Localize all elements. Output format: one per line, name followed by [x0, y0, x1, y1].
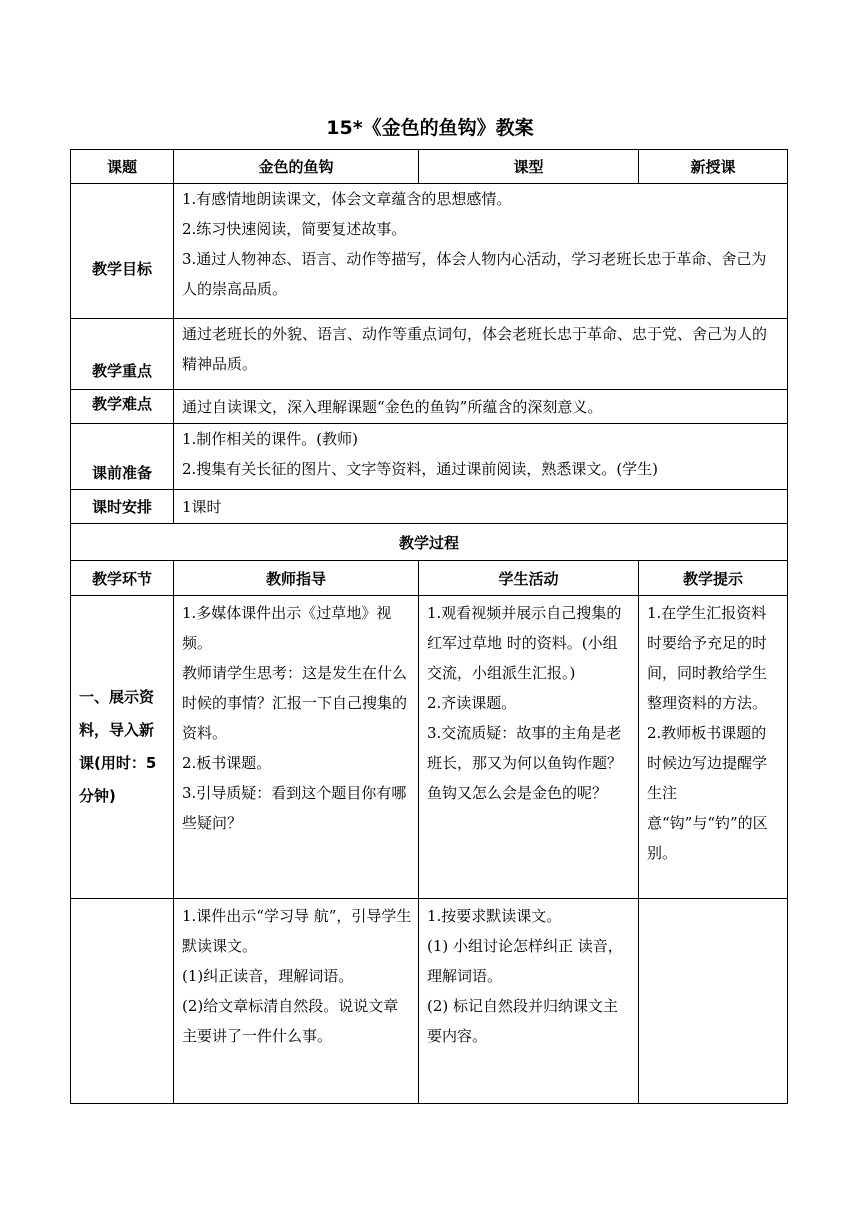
- page-title: 15*《金色的鱼钩》教案: [326, 117, 534, 139]
- teacher-step: 3.引导质疑：看到这个题目你有哪些疑问？: [182, 784, 407, 832]
- student-step: (1) 小组讨论怎样纠正 读音，理解词语。: [427, 937, 623, 985]
- column-header: 教学环节: [71, 561, 174, 596]
- header-row: [71, 150, 788, 184]
- column-header: 教师指导: [174, 561, 419, 596]
- teacher-step: 1.课件出示“学习导 航”，引导学生默读课文。: [182, 907, 412, 955]
- schedule-label: 课时安排: [71, 490, 174, 524]
- type-label: 课型: [419, 150, 639, 184]
- difficulties-row: [71, 390, 788, 424]
- student-activity-cell: [419, 596, 639, 899]
- goal-item: 3.通过人物神态、语言、动作等描写，体会人物内心活动，学习老班长忠于革命、舍己为人的崇高品质。: [182, 250, 767, 298]
- goals-content: [174, 184, 788, 319]
- topic-label: 课题: [71, 150, 174, 184]
- teacher-step: 2.板书课题。: [182, 754, 272, 772]
- goal-item: 2.练习快速阅读，简要复述故事。: [182, 220, 407, 238]
- key-points-label: 教学重点: [71, 319, 174, 390]
- column-header: 教学提示: [639, 561, 788, 596]
- teaching-tips-cell: [639, 899, 788, 1104]
- preparation-item: 2.搜集有关长征的图片、文字等资料，通过课前阅读，熟悉课文。(学生): [182, 460, 659, 478]
- process-title-row: [71, 524, 788, 561]
- preparation-content: [174, 424, 788, 490]
- stage-cell: [71, 899, 174, 1104]
- key-points-text: 通过老班长的外貌、语言、动作等重点词句，体会老班长忠于革命、忠于党、舍己为人的精神品质。: [174, 319, 788, 390]
- preparation-item: 1.制作相关的课件。(教师): [182, 430, 359, 448]
- teacher-step: 教师请学生思考：这是发生在什么时候的事情？汇报一下自己搜集的资料。: [182, 664, 408, 742]
- teacher-step: 1.多媒体课件出示《过草地》视频。: [182, 604, 392, 652]
- student-step: 2.齐读课题。: [427, 694, 517, 712]
- tip-item: 2.教师板书课题的时候边写边提醒学生注意“钩”与“钓”的区别。: [647, 724, 768, 862]
- type-value: 新授课: [639, 150, 788, 184]
- student-step: 1.观看视频并展示自己搜集的红军过草地 时的资料。(小组交流，小组派生汇报。): [427, 604, 622, 682]
- key-points-row: [71, 319, 788, 390]
- student-activity-cell: [419, 899, 639, 1104]
- teacher-guidance-cell: [174, 899, 419, 1104]
- column-header: 学生活动: [419, 561, 639, 596]
- difficulties-label: 教学难点: [71, 390, 174, 424]
- schedule-row: [71, 490, 788, 524]
- goal-item: 1.有感情地朗读课文，体会文章蕴含的思想感情。: [182, 190, 512, 208]
- teaching-tips-cell: [639, 596, 788, 899]
- teacher-guidance-cell: [174, 596, 419, 899]
- goals-row: [71, 184, 788, 319]
- process-row: [71, 596, 788, 899]
- lesson-plan-table: [70, 149, 788, 1104]
- process-title: 教学过程: [71, 524, 788, 561]
- student-step: 3.交流质疑：故事的主角是老班长，那又为何以鱼钩作题？鱼钩又怎么会是金色的呢？: [427, 724, 623, 802]
- process-row: [71, 899, 788, 1104]
- goals-label: 教学目标: [71, 184, 174, 319]
- difficulties-text: 通过自读课文，深入理解课题“金色的鱼钩”所蕴含的深刻意义。: [174, 390, 788, 424]
- teacher-step: (2)给文章标清自然段。说说文章主要讲了一件什么事。: [182, 997, 399, 1045]
- student-step: 1.按要求默读课文。: [427, 907, 562, 925]
- stage-cell: 一、展示资料，导入新课(用时：5分钟): [71, 596, 174, 899]
- schedule-value: 1课时: [174, 490, 788, 524]
- tip-item: 1.在学生汇报资料时要给予充足的时间，同时教给学生整理资料的方法。: [647, 604, 768, 712]
- preparation-row: [71, 424, 788, 490]
- teacher-step: (1)纠正读音，理解词语。: [182, 967, 354, 985]
- preparation-label: 课前准备: [71, 424, 174, 490]
- topic-value: 金色的鱼钩: [174, 150, 419, 184]
- process-header-row: [71, 561, 788, 596]
- student-step: (2) 标记自然段并归纳课文主要内容。: [427, 997, 619, 1045]
